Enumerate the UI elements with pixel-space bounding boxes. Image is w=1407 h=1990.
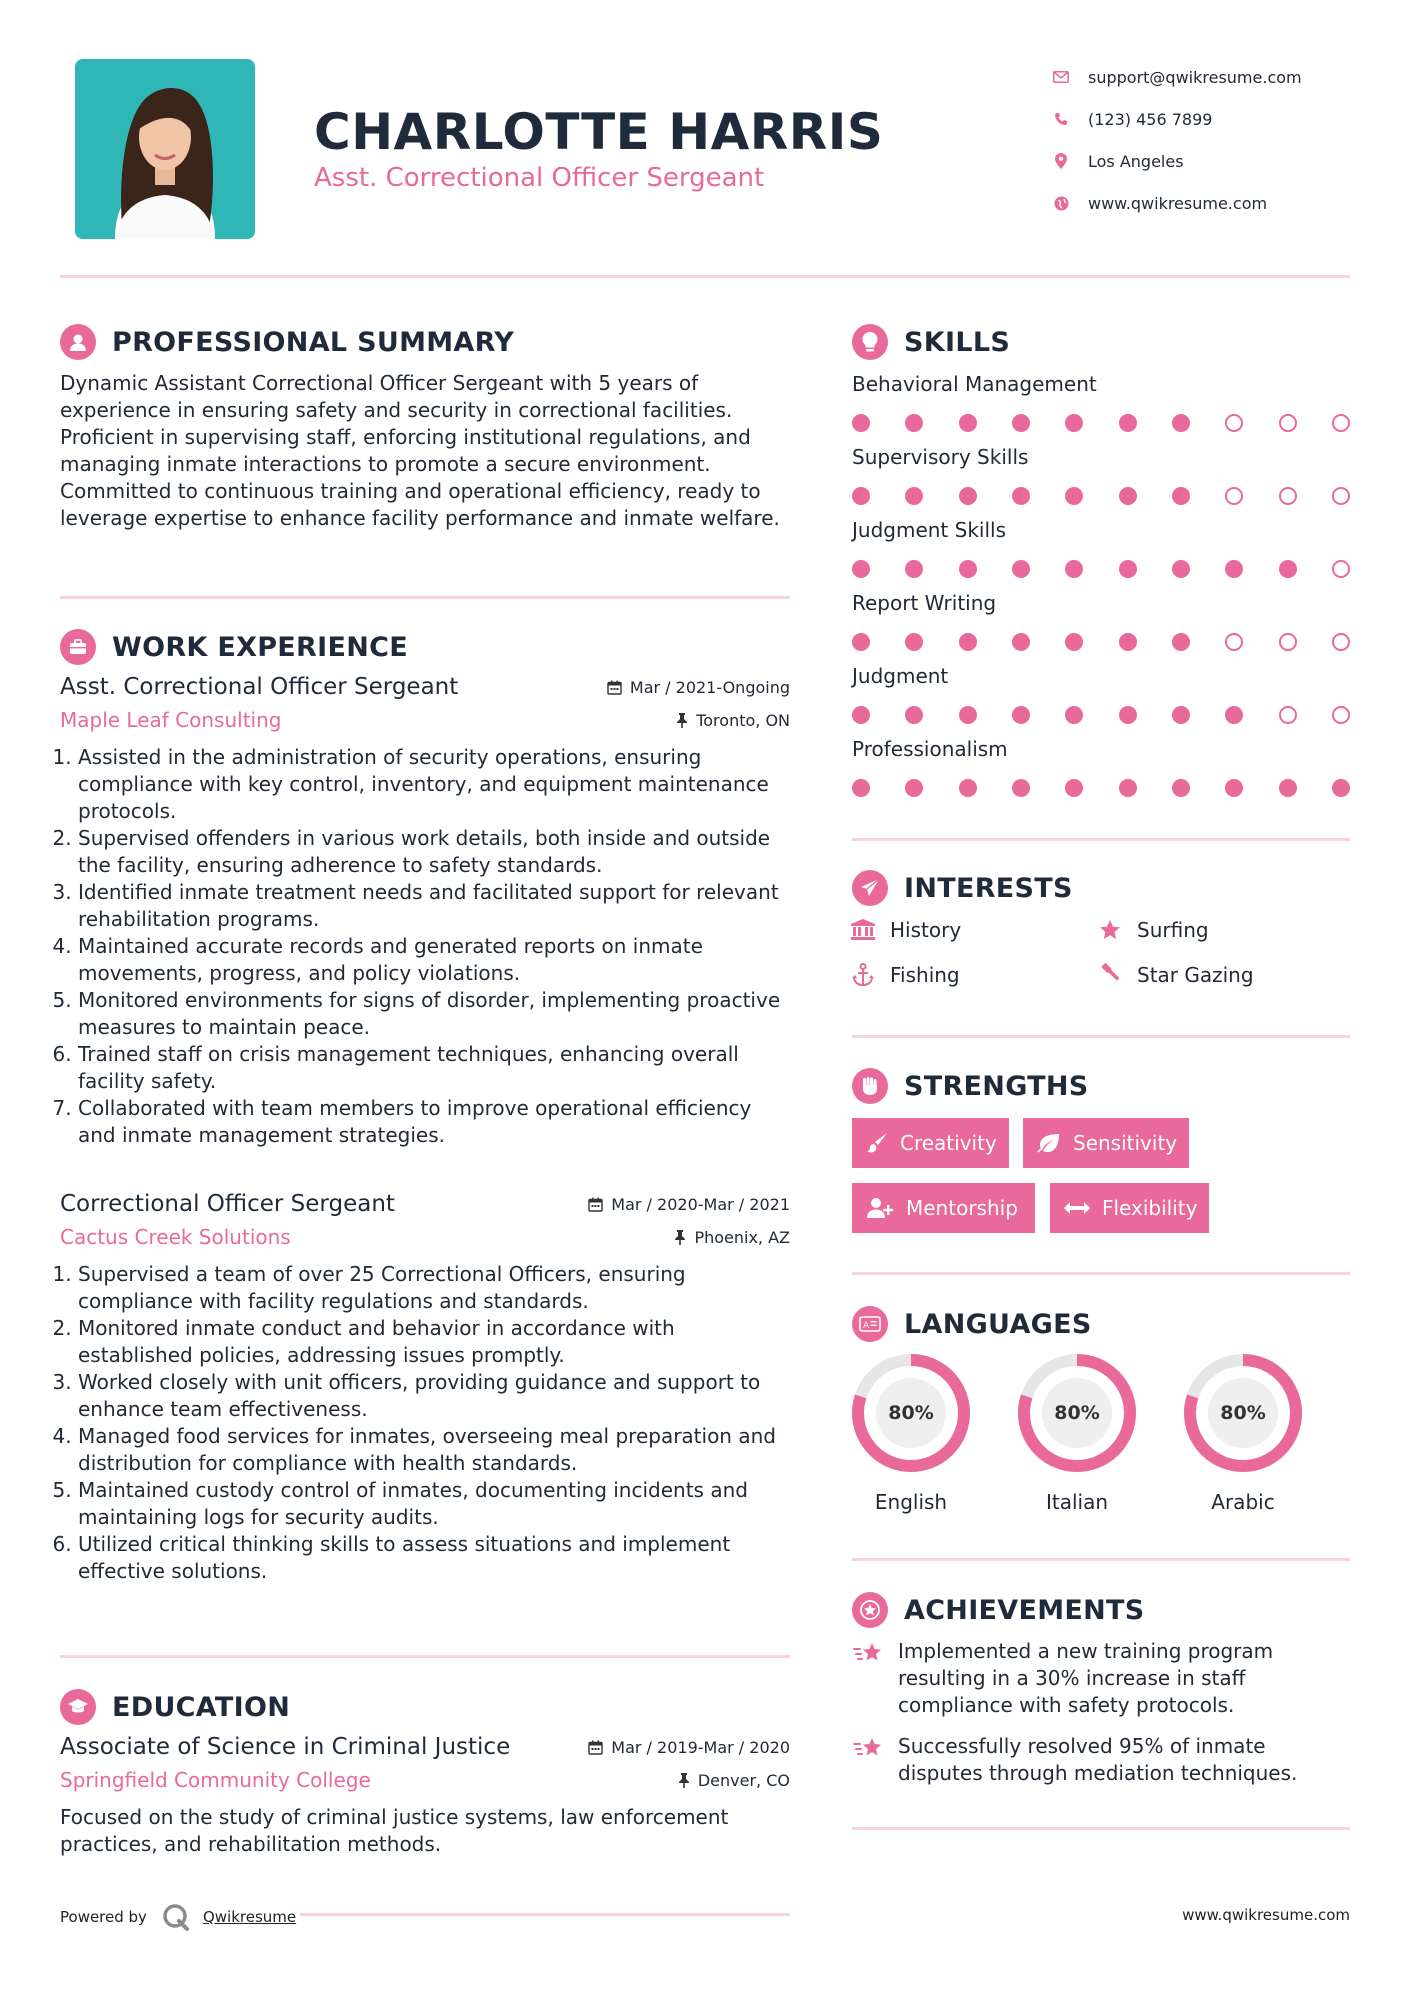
rating-dot-filled	[1172, 414, 1190, 432]
languages-divider	[852, 1558, 1350, 1561]
contact-phone[interactable]	[1052, 98, 1352, 140]
interest-label: Star Gazing	[1137, 963, 1254, 987]
paintbrush-icon	[866, 1132, 888, 1154]
strength-tag-mentorship	[852, 1183, 1035, 1233]
list-item: 2. Supervised offenders in various work details, both inside and outside the facility, ensuring adherence to safety standards.	[78, 825, 790, 879]
job-location	[674, 1228, 790, 1247]
bank-icon	[850, 919, 876, 941]
rating-dot-empty	[1279, 706, 1297, 724]
candidate-name: CHARLOTTE HARRIS	[314, 103, 884, 161]
skill-name: Behavioral Management	[852, 372, 1097, 396]
rating-dot-filled	[959, 414, 977, 432]
rating-dot-empty	[1332, 633, 1350, 651]
list-item: 3. Identified inmate treatment needs and facilitated support for relevant rehabilitation programs.	[78, 879, 790, 933]
education-title: EDUCATION	[112, 1691, 291, 1723]
brand-link[interactable]: Qwikresume	[202, 1908, 297, 1926]
list-item: 4. Managed food services for inmates, overseeing meal preparation and distribution for compliance with health standards.	[78, 1423, 790, 1477]
education-description: Focused on the study of criminal justice systems, law enforcement practices, and rehabilitation methods.	[60, 1805, 729, 1856]
skill-row	[852, 372, 1352, 432]
interest-surfing	[1097, 918, 1209, 942]
star-icon	[1097, 919, 1123, 941]
strength-label: Mentorship	[906, 1196, 1018, 1220]
rating-dot-filled	[959, 779, 977, 797]
rating-dot-filled	[905, 779, 923, 797]
profile-photo	[75, 59, 255, 239]
job-company: Maple Leaf Consulting	[60, 708, 282, 732]
interests-heading	[852, 868, 1073, 908]
skill-rating	[852, 706, 1350, 724]
achievements-divider	[852, 1827, 1350, 1830]
rating-dot-filled	[1012, 414, 1030, 432]
rating-dot-filled	[1012, 706, 1030, 724]
achievement-text: Implemented a new training program resulting in a 30% increase in staff compliance with safety protocols.	[898, 1639, 1274, 1717]
leaf-icon	[1037, 1133, 1061, 1153]
rating-dot-filled	[1332, 779, 1350, 797]
rating-dot-empty	[1225, 487, 1243, 505]
school-name: Springfield Community College	[60, 1768, 371, 1792]
language-italian	[1016, 1352, 1138, 1514]
achievements-title: ACHIEVEMENTS	[904, 1594, 1145, 1626]
contact-email-text: support@qwikresume.com	[1088, 67, 1302, 87]
list-item: 5. Monitored environments for signs of disorder, implementing proactive measures to maintain peace.	[78, 987, 790, 1041]
strength-label: Creativity	[900, 1131, 997, 1155]
envelope-icon	[1052, 68, 1070, 86]
job-date	[588, 1195, 790, 1214]
interest-label: Surfing	[1137, 918, 1209, 942]
rating-dot-filled	[959, 633, 977, 651]
strengths-heading	[852, 1066, 1089, 1106]
job-entry-2	[60, 1191, 790, 1585]
skills-title: SKILLS	[904, 326, 1011, 358]
skill-row	[852, 591, 1352, 651]
skill-rating	[852, 560, 1350, 578]
rating-dot-empty	[1279, 487, 1297, 505]
rating-dot-filled	[1172, 560, 1190, 578]
language-percent: 80%	[888, 1402, 934, 1424]
education-heading	[60, 1687, 290, 1727]
rating-dot-filled	[1119, 633, 1137, 651]
language-ring	[1182, 1352, 1304, 1474]
rating-dot-filled	[1279, 560, 1297, 578]
list-item: 4. Maintained accurate records and generated reports on inmate movements, progress, and policy violations.	[78, 933, 790, 987]
rating-dot-filled	[905, 414, 923, 432]
rating-dot-filled	[1012, 560, 1030, 578]
experience-heading	[60, 627, 408, 667]
list-item: 2. Monitored inmate conduct and behavior in accordance with established policies, addressing issues promptly.	[78, 1315, 790, 1369]
rating-dot-empty	[1332, 487, 1350, 505]
svg-text:A: A	[863, 1321, 870, 1331]
contact-email[interactable]	[1052, 56, 1352, 98]
skill-name: Professionalism	[852, 737, 1008, 761]
contact-website[interactable]	[1052, 182, 1352, 224]
languages-title: LANGUAGES	[904, 1308, 1092, 1340]
rating-dot-filled	[1119, 487, 1137, 505]
contact-list	[1052, 56, 1352, 224]
rating-dot-filled	[1119, 779, 1137, 797]
skill-name: Report Writing	[852, 591, 997, 615]
interest-label: Fishing	[890, 963, 960, 987]
fist-icon	[852, 1068, 888, 1104]
job-company: Cactus Creek Solutions	[60, 1225, 291, 1249]
strengths-divider	[852, 1272, 1350, 1275]
skill-name: Judgment Skills	[852, 518, 1006, 542]
skill-rating	[852, 779, 1350, 797]
contact-location	[1052, 140, 1352, 182]
user-plus-icon	[866, 1197, 894, 1219]
languages-heading	[852, 1304, 1092, 1344]
strength-tag-creativity	[852, 1118, 1009, 1168]
education-location	[678, 1771, 790, 1790]
education-location-text: Denver, CO	[697, 1770, 790, 1790]
degree-title: Associate of Science in Criminal Justice	[60, 1734, 511, 1760]
experience-title: WORK EXPERIENCE	[112, 631, 408, 663]
lightbulb-icon	[852, 324, 888, 360]
rating-dot-filled	[959, 706, 977, 724]
list-item: 1. Supervised a team of over 25 Correctional Officers, ensuring compliance with facility regulations and standards.	[78, 1261, 790, 1315]
rating-dot-filled	[852, 414, 870, 432]
list-item: 1. Assisted in the administration of security operations, ensuring compliance with key control, inventory, and equipment maintenance protocols.	[78, 744, 790, 825]
skills-heading	[852, 322, 1010, 362]
achievement-text: Successfully resolved 95% of inmate disputes through mediation techniques.	[898, 1734, 1298, 1785]
language-percent: 80%	[1054, 1402, 1100, 1424]
rating-dot-filled	[852, 779, 870, 797]
footer-divider	[300, 1913, 790, 1916]
list-item: 7. Collaborated with team members to improve operational efficiency and inmate management strategies.	[78, 1095, 790, 1149]
rating-dot-filled	[852, 706, 870, 724]
summary-divider	[60, 596, 790, 599]
map-pin-icon	[1052, 152, 1070, 170]
paper-plane-icon	[852, 870, 888, 906]
rating-dot-filled	[959, 560, 977, 578]
skills-divider	[852, 838, 1350, 841]
strength-label: Sensitivity	[1073, 1131, 1178, 1155]
briefcase-icon	[60, 629, 96, 665]
candidate-title: Asst. Correctional Officer Sergeant	[314, 163, 765, 193]
job-date-text: Mar / 2021-Ongoing	[629, 677, 790, 697]
job-duties	[60, 744, 790, 1149]
powered-by-text: Powered by	[60, 1908, 147, 1926]
rating-dot-filled	[905, 560, 923, 578]
rating-dot-filled	[1172, 779, 1190, 797]
contact-location-text: Los Angeles	[1088, 151, 1184, 171]
calendar-icon	[588, 1197, 603, 1212]
rating-dot-filled	[1172, 633, 1190, 651]
rating-dot-filled	[1065, 706, 1083, 724]
rating-dot-empty	[1332, 560, 1350, 578]
education-date	[588, 1738, 790, 1757]
rating-dot-filled	[905, 633, 923, 651]
rating-dot-filled	[905, 487, 923, 505]
rating-dot-filled	[1065, 487, 1083, 505]
skill-rating	[852, 414, 1350, 432]
strengths-title: STRENGTHS	[904, 1070, 1089, 1102]
pushpin-icon	[678, 1773, 690, 1788]
shooting-star-icon	[852, 1638, 884, 1719]
rating-dot-filled	[1279, 779, 1297, 797]
job-entry-1	[60, 674, 790, 1149]
calendar-icon	[588, 1740, 603, 1755]
pushpin-icon	[674, 1230, 686, 1245]
interests-title: INTERESTS	[904, 872, 1073, 904]
rating-dot-filled	[1172, 706, 1190, 724]
language-english	[850, 1352, 972, 1514]
skill-rating	[852, 487, 1350, 505]
rating-dot-filled	[1119, 560, 1137, 578]
education-entry	[60, 1734, 790, 1858]
list-item: 6. Utilized critical thinking skills to assess situations and implement effective solutions.	[78, 1531, 790, 1585]
gavel-icon	[1097, 963, 1123, 987]
job-duties	[60, 1261, 790, 1585]
achievements-heading	[852, 1590, 1145, 1630]
rating-dot-filled	[1119, 414, 1137, 432]
rating-dot-filled	[1225, 779, 1243, 797]
interest-fishing	[850, 963, 960, 987]
job-location-text: Toronto, ON	[696, 710, 790, 730]
rating-dot-filled	[1225, 560, 1243, 578]
arrows-h-icon	[1064, 1201, 1090, 1215]
skill-rating	[852, 633, 1350, 651]
rating-dot-filled	[1012, 779, 1030, 797]
job-date-text: Mar / 2020-Mar / 2021	[611, 1194, 790, 1214]
qwikresume-logo-icon	[161, 1902, 191, 1932]
job-location-text: Phoenix, AZ	[694, 1227, 790, 1247]
language-name: Arabic	[1211, 1490, 1275, 1514]
avatar	[75, 59, 255, 239]
list-item: 6. Trained staff on crisis management techniques, enhancing overall facility safety.	[78, 1041, 790, 1095]
skill-name: Supervisory Skills	[852, 445, 1029, 469]
rating-dot-empty	[1225, 633, 1243, 651]
rating-dot-filled	[1065, 414, 1083, 432]
achievement-item-1	[852, 1638, 1352, 1719]
interest-history	[850, 918, 961, 942]
phone-icon	[1052, 110, 1070, 128]
footer-powered-by	[60, 1902, 296, 1932]
rating-dot-empty	[1332, 706, 1350, 724]
user-icon	[60, 324, 96, 360]
skill-row	[852, 664, 1352, 724]
badge-star-icon	[852, 1592, 888, 1628]
job-title: Correctional Officer Sergeant	[60, 1191, 395, 1217]
shooting-star-icon	[852, 1733, 884, 1787]
list-item: 3. Worked closely with unit officers, providing guidance and support to enhance team effectiveness.	[78, 1369, 790, 1423]
rating-dot-empty	[1279, 414, 1297, 432]
education-date-text: Mar / 2019-Mar / 2020	[611, 1737, 790, 1757]
graduation-icon	[60, 1689, 96, 1725]
rating-dot-filled	[1065, 560, 1083, 578]
language-icon	[852, 1306, 888, 1342]
anchor-icon	[850, 963, 876, 987]
rating-dot-empty	[1225, 414, 1243, 432]
skill-row	[852, 737, 1352, 797]
list-item: 5. Maintained custody control of inmates, documenting incidents and maintaining logs for security audits.	[78, 1477, 790, 1531]
rating-dot-filled	[852, 487, 870, 505]
globe-icon	[1052, 194, 1070, 212]
pushpin-icon	[676, 713, 688, 728]
rating-dot-empty	[1332, 414, 1350, 432]
experience-divider	[60, 1655, 790, 1658]
summary-text: Dynamic Assistant Correctional Officer Sergeant with 5 years of experience in ensuring safety and security in correctional facilities. Proficient in supervising staff, enforcing institutional regulations, and managing inmate interactions to promote a secure environment. Committed to continuous training and operational efficiency, ready to leverage expertise to enhance facility performance and inmate welfare.	[60, 371, 780, 530]
language-arabic	[1182, 1352, 1304, 1514]
job-location	[676, 711, 790, 730]
summary-heading	[60, 322, 514, 362]
strength-label: Flexibility	[1102, 1196, 1198, 1220]
skill-row	[852, 445, 1352, 505]
rating-dot-filled	[1012, 487, 1030, 505]
rating-dot-filled	[905, 706, 923, 724]
rating-dot-filled	[1172, 487, 1190, 505]
job-date	[607, 678, 790, 697]
header-divider	[60, 275, 1350, 278]
strength-tag-flexibility	[1050, 1183, 1209, 1233]
interest-star-gazing	[1097, 963, 1254, 987]
skill-row	[852, 518, 1352, 578]
summary-title: PROFESSIONAL SUMMARY	[112, 326, 515, 358]
language-name: English	[874, 1490, 948, 1514]
rating-dot-filled	[1225, 706, 1243, 724]
rating-dot-filled	[852, 560, 870, 578]
interest-label: History	[890, 918, 962, 942]
footer-website[interactable]: www.qwikresume.com	[1182, 1906, 1350, 1924]
language-ring	[1016, 1352, 1138, 1474]
rating-dot-filled	[1012, 633, 1030, 651]
rating-dot-filled	[1119, 706, 1137, 724]
interests-divider	[852, 1035, 1350, 1038]
rating-dot-empty	[1279, 633, 1297, 651]
rating-dot-filled	[959, 487, 977, 505]
achievement-item-2	[852, 1733, 1352, 1787]
language-name: Italian	[1045, 1490, 1109, 1514]
contact-phone-text: (123) 456 7899	[1088, 109, 1213, 129]
contact-website-text: www.qwikresume.com	[1088, 193, 1268, 213]
rating-dot-filled	[1065, 779, 1083, 797]
skill-name: Judgment	[852, 664, 949, 688]
calendar-icon	[607, 680, 622, 695]
language-percent: 80%	[1220, 1402, 1266, 1424]
language-ring	[850, 1352, 972, 1474]
strength-tag-sensitivity	[1023, 1118, 1189, 1168]
rating-dot-filled	[852, 633, 870, 651]
job-title: Asst. Correctional Officer Sergeant	[60, 674, 459, 700]
rating-dot-filled	[1065, 633, 1083, 651]
